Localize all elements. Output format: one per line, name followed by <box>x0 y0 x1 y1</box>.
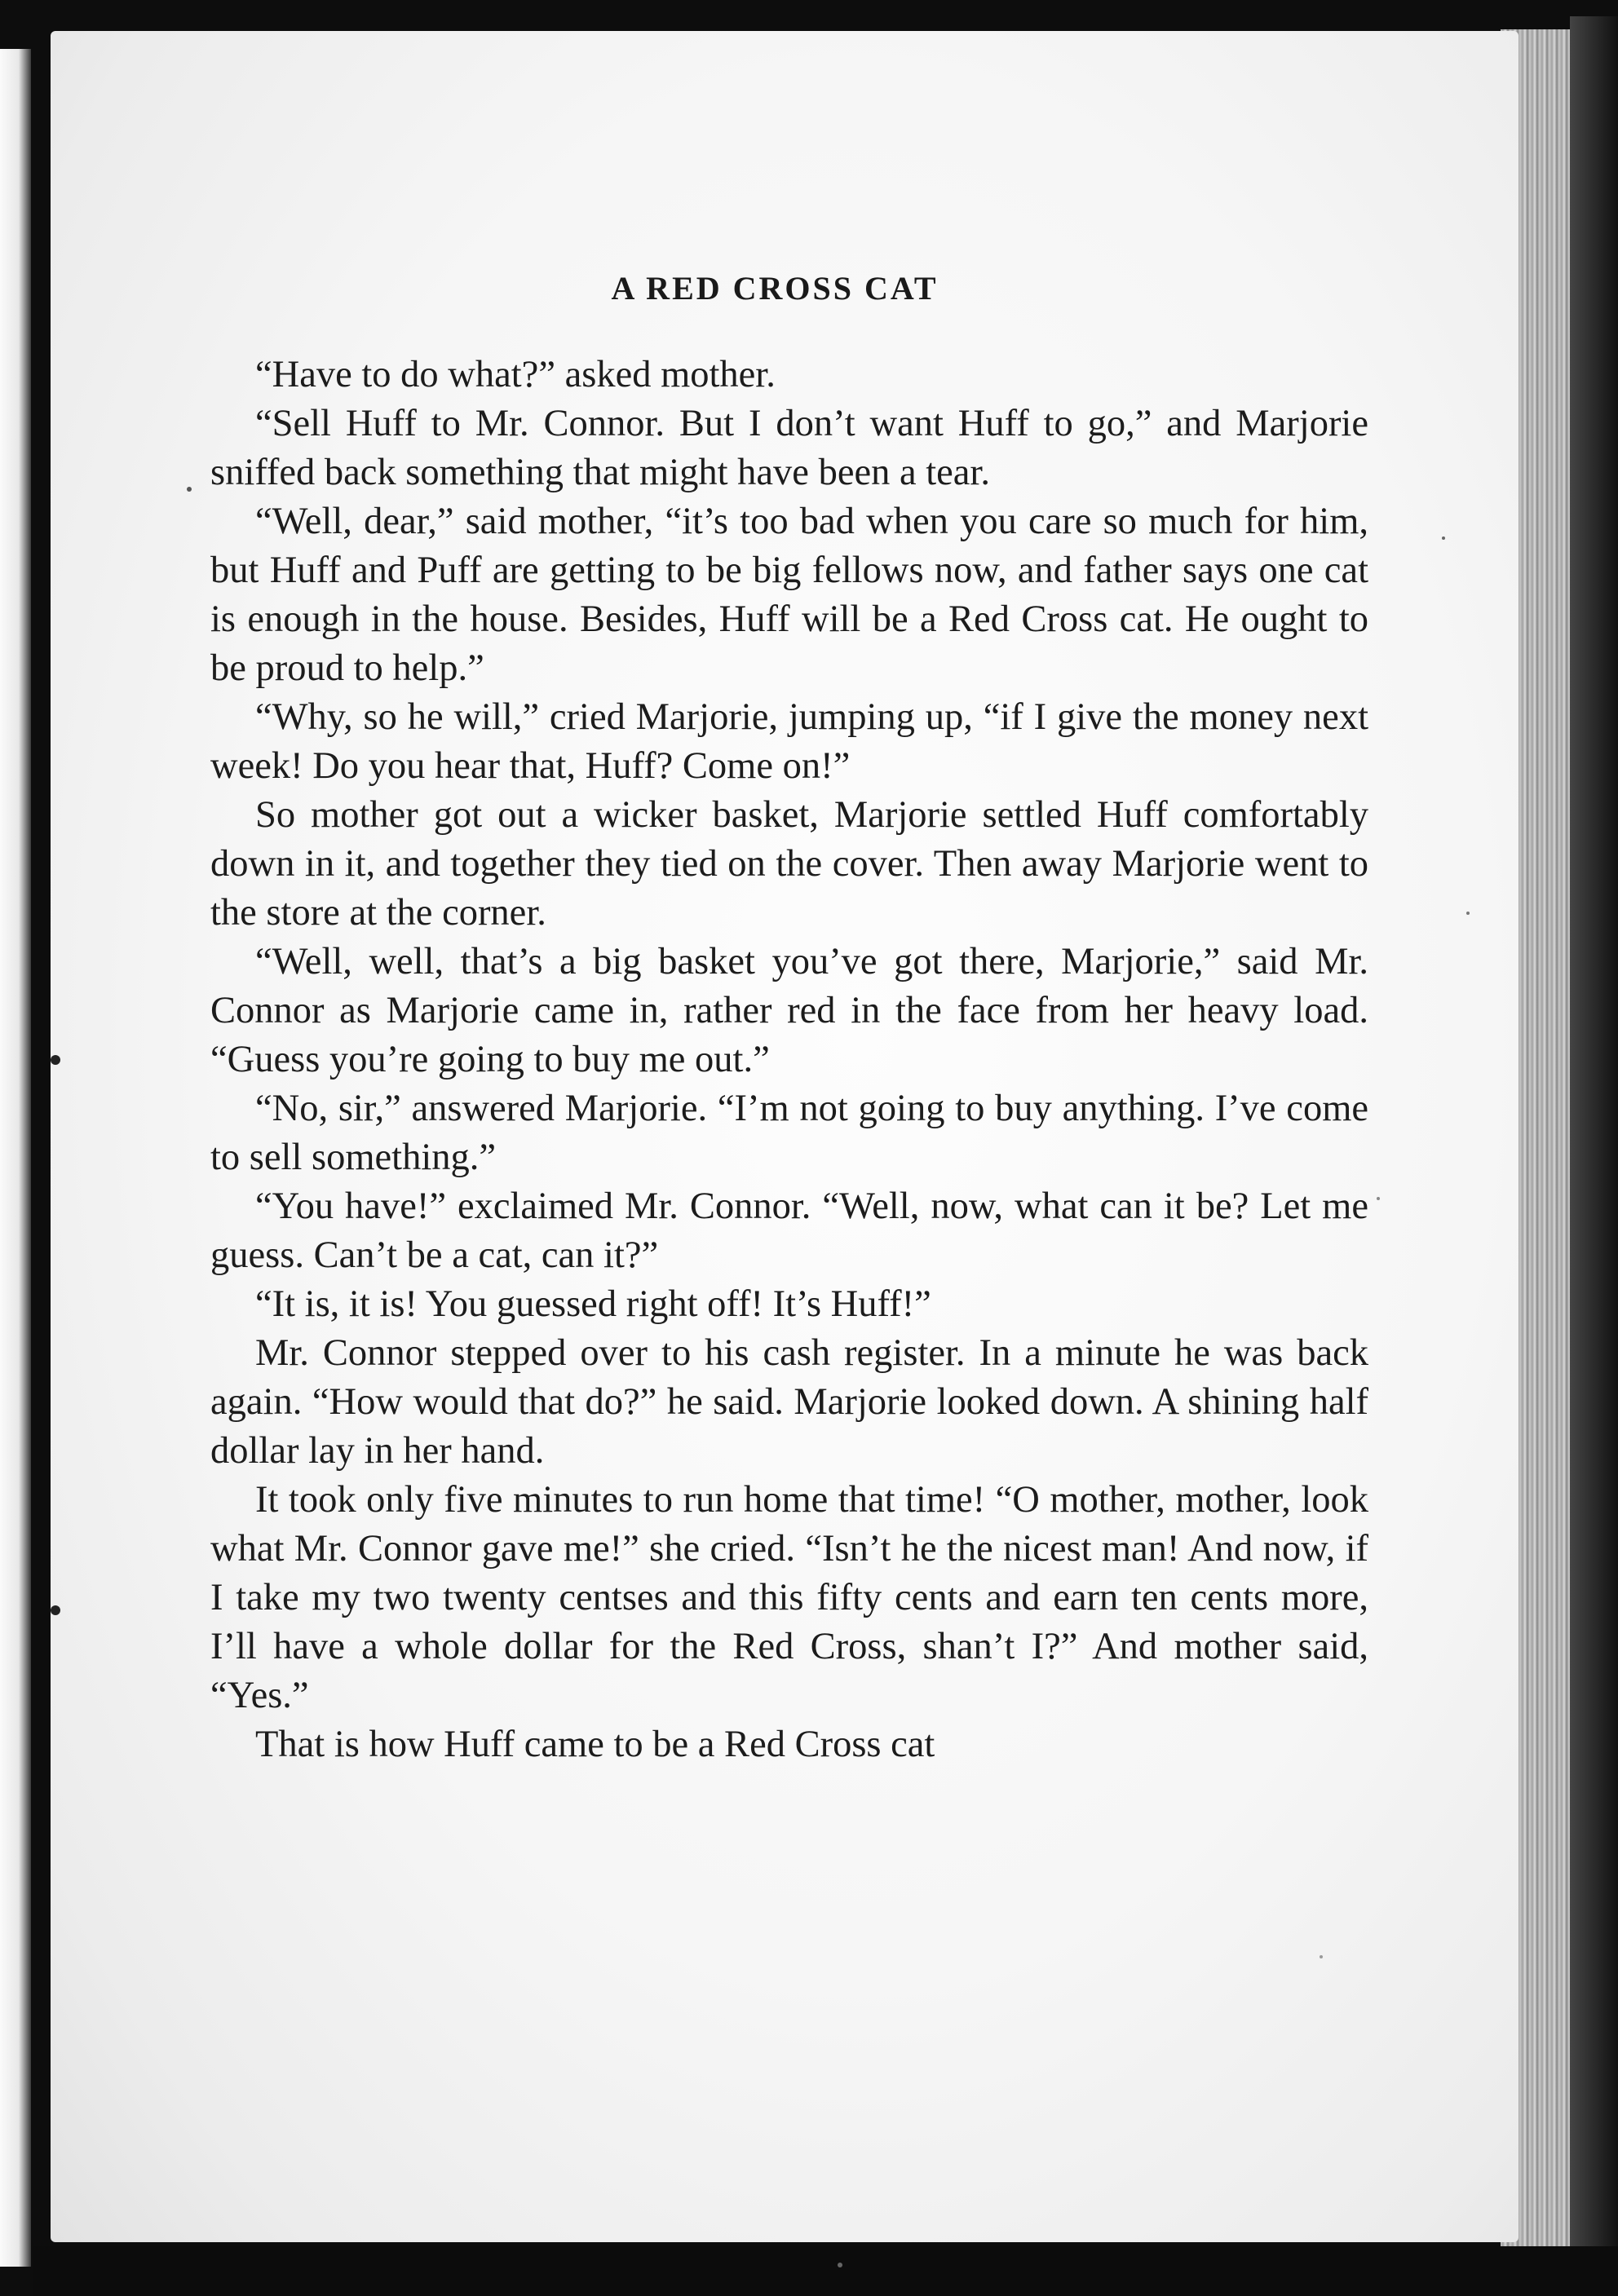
paragraph: “Why, so he will,” cried Marjorie, jumping up, “if I give the money next week! Do you hear that, Huff? Come on!” <box>210 696 1368 787</box>
paragraph: “Sell Huff to Mr. Connor. But I don’t want Huff to go,” and Marjorie sniffed back something that might have been a tear. <box>210 403 1368 493</box>
paragraph: Mr. Connor stepped over to his cash register. In a minute he was back again. “How would that do?” he said. Marjorie looked down. A shining half dollar lay in her hand. <box>210 1332 1368 1472</box>
paragraph: “Well, dear,” said mother, “it’s too bad when you care so much for him, but Huff and Puff are getting to be big fellows now, and father says one cat is enough in the house. Besides, Huff will be a Red Cross cat. He ought to be proud to help.” <box>210 501 1368 689</box>
paragraph: “You have!” exclaimed Mr. Connor. “Well, now, what can it be? Let me guess. Can’t be a cat, can it?” <box>210 1186 1368 1276</box>
paragraph: “No, sir,” answered Marjorie. “I’m not going to buy anything. I’ve come to sell something.” <box>210 1088 1368 1178</box>
paragraph: So mother got out a wicker basket, Marjorie settled Huff comfortably down in it, and together they tied on the cover. Then away Marjorie went to the store at the corner. <box>210 794 1368 934</box>
paragraph: “Well, well, that’s a big basket you’ve got there, Marjorie,” said Mr. Connor as Marjorie came in, rather red in the face from her heavy load. “Guess you’re going to buy me out.” <box>210 941 1368 1080</box>
running-head: A RED CROSS CAT <box>611 270 939 307</box>
paragraph: It took only five minutes to run home that time! “O mother, mother, look what Mr. Connor gave me!” she cried. “Isn’t he the nicest man! And now, if I take my two twenty centses and this fifty cents and earn ten cents more, I’ll have a whole dollar for the Red Cross, shan’t I?” And mother said, “Yes.” <box>210 1479 1368 1716</box>
body-text <box>210 351 1368 1769</box>
paragraph: “It is, it is! You guessed right off! It’s Huff!” <box>255 1283 931 1325</box>
right-binding-shadow <box>1570 16 1618 2283</box>
bottom-shadow <box>33 2246 1618 2296</box>
paragraph: That is how Huff came to be a Red Cross cat <box>255 1724 935 1765</box>
left-page-edge <box>0 49 31 2267</box>
paragraph: “Have to do what?” asked mother. <box>255 354 776 395</box>
